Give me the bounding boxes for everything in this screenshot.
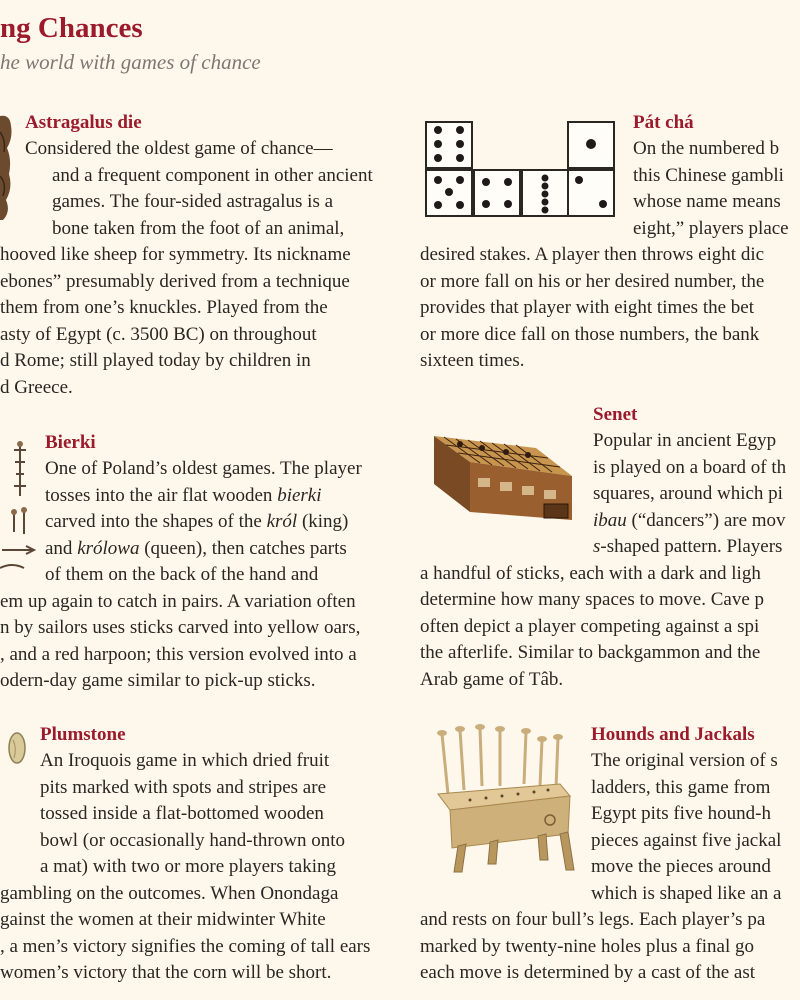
hounds-and-jackals-illustration [430,724,576,874]
italic-term: s [593,536,601,557]
italic-term: królowa [77,537,140,559]
body-text-line: gainst the women at their midwinter White [0,909,326,930]
body-text-line: d Rome; still played today by children in [0,350,311,371]
body-text-line: marked by twenty-nine holes plus a final go [420,935,755,957]
body-text-line: bone taken from the foot of an animal, [52,217,345,239]
body-text-line: each move is determined by a cast of the ast [420,962,756,983]
body-text-line: squares, around which pi [593,483,783,504]
body-text-line: eight,” players place [633,217,789,239]
body-text-line: provides that player with eight times the bet [420,297,755,318]
body-text-line: ladders, this game from [591,776,771,798]
body-text-line: em up again to catch in pairs. A variation often [0,590,356,612]
entry-title: Plumstone [40,724,126,745]
body-text-line: , and a red harpoon; this version evolved into a [0,643,357,665]
entry-title: Bierki [45,432,96,453]
body-text-line: and a frequent component in other ancient [52,164,373,186]
page-subtitle: he world with games of chance [0,50,261,74]
body-text-line: tossed inside a flat-bottomed wooden [40,803,324,824]
body-text-line: d Greece. [0,376,73,398]
body-text-line: often depict a player competing against a spi [420,615,760,637]
italic-term: król [266,511,298,532]
senet-board-illustration [424,428,576,526]
body-text-line: gambling on the outcomes. When Onondaga [0,882,339,904]
body-text-line: move the pieces around [591,856,771,877]
body-text-line: determine how many spaces to move. Cave p [420,589,765,610]
body-text-line: pits marked with spots and stripes are [40,776,327,798]
body-text-line: a handful of sticks, each with a dark and ligh [420,562,761,584]
body-text-line: Popular in ancient Egyp [593,430,777,451]
body-text-line: is played on a board of th [593,456,787,478]
body-text-line: games. The four-sided astragalus is a [52,191,334,212]
body-text-line: The original version of s [591,750,778,771]
body-text-line: and królowa (queen), then catches parts [45,537,347,559]
entry-title: Hounds and Jackals [591,724,755,745]
astragalus-bone-illustration [0,112,14,224]
body-text-line: asty of Egypt (c. 3500 BC) on throughout [0,323,317,345]
bierki-sticks-illustration [0,440,40,580]
italic-term: bierki [277,484,322,506]
body-text-line: them from one’s knuckles. Played from the [0,297,328,318]
body-text-line: Egypt pits five hound-h [591,803,771,824]
body-text-line: which is shaped like an a [591,882,782,904]
body-text-line: or more fall on his or her desired number, the [420,270,765,292]
body-text-line: or more dice fall on those numbers, the bank [420,323,760,345]
body-text-line: s-shaped pattern. Players [593,536,783,557]
body-text-line: An Iroquois game in which dried fruit [40,750,330,771]
body-text-line: and rests on four bull’s legs. Each player’s pa [420,909,766,930]
body-text-line: Arab game of Tâb. [420,668,564,690]
plumstone-pit-illustration [6,730,28,766]
body-text-line: a mat) with two or more players taking [40,856,337,877]
body-text-line: sixteen times. [420,350,525,371]
entry-title: Pát chá [633,112,694,133]
body-text-line: One of Poland’s oldest games. The player [45,458,362,479]
body-text-line: of them on the back of the hand and [45,564,319,585]
italic-term: ibau [593,509,627,531]
body-text-line: this Chinese gambli [633,164,784,186]
body-text-line: hooved like sheep for symmetry. Its nickname [0,244,351,265]
pat-cha-dice-illustration [424,120,616,220]
body-text-line: n by sailors uses sticks carved into yellow oars, [0,617,361,638]
body-text-line: desired stakes. A player then throws eight dic [420,244,765,265]
entry-title: Senet [593,404,638,425]
entry-title: Astragalus die [25,112,142,133]
page-title: ng Chances [0,12,143,44]
body-text-line: ibau (“dancers”) are mov [593,509,786,531]
body-text-line: , a men’s victory signifies the coming of tall ears [0,935,371,957]
body-text-line: tosses into the air flat wooden bierki [45,484,322,506]
body-text-line: Considered the oldest game of chance— [25,138,333,159]
body-text-line: pieces against five jackal [591,829,782,851]
body-text-line: On the numbered b [633,138,780,159]
body-text-line: whose name means [633,191,781,212]
body-text-line: the afterlife. Similar to backgammon and the [420,642,761,663]
body-text-line: women’s victory that the corn will be short. [0,962,332,983]
body-text-line: odern-day game similar to pick-up sticks. [0,670,316,691]
body-text-line: ebones” presumably derived from a technique [0,270,350,292]
body-text-line: carved into the shapes of the król (king) [45,511,349,532]
body-text-line: bowl (or occasionally hand-thrown onto [40,829,345,851]
